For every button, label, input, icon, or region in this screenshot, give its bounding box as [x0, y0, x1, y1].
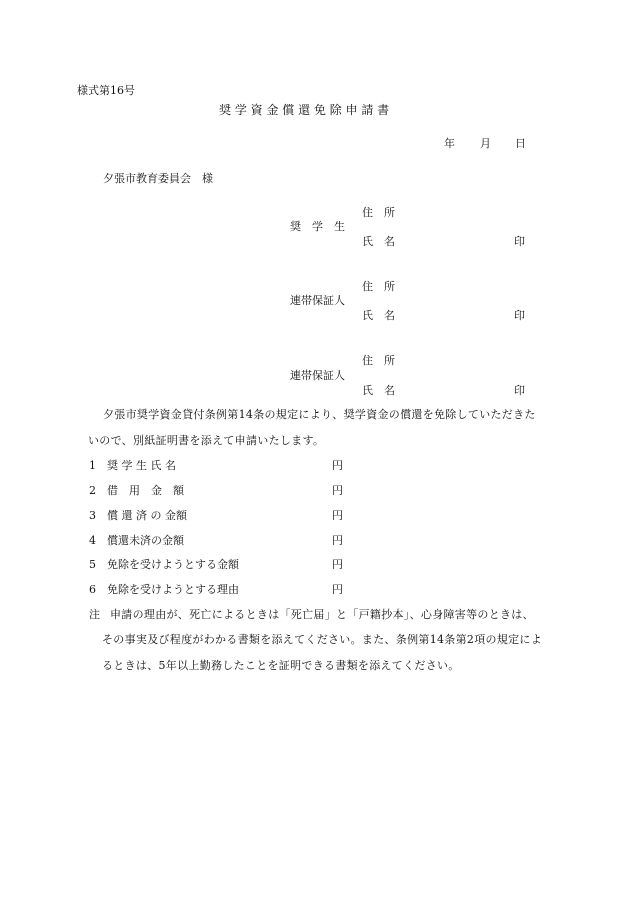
applicant-role: 奨 学 生	[290, 220, 345, 233]
form-number: 様式第16号	[77, 84, 135, 97]
guarantor2-role: 連帯保証人	[290, 369, 345, 382]
item-6-label: 免除を受けようとする理由	[107, 583, 239, 596]
item-5-label: 免除を受けようとする金額	[107, 558, 239, 571]
note-line-1: 申請の理由が、死亡によるときは「死亡届」と「戸籍抄本」、心身障害等のときは、	[110, 608, 534, 621]
item-4-number: 4	[89, 534, 96, 547]
item-3-number: 3	[89, 509, 96, 522]
document-title: 奨 学 資 金 償 還 免 除 申 請 書	[219, 103, 390, 117]
guarantor2-address-label: 住 所	[362, 354, 395, 367]
item-5-unit: 円	[332, 558, 343, 571]
guarantor2-name-label: 氏 名	[362, 384, 395, 397]
guarantor1-name-label: 氏 名	[362, 309, 395, 322]
date-month: 月	[480, 137, 491, 150]
item-3-label: 償 還 済 の 金額	[107, 509, 187, 522]
item-2-number: 2	[89, 484, 96, 497]
note-prefix: 注	[89, 608, 101, 621]
addressee: 夕張市教育委員会 様	[103, 172, 213, 185]
guarantor1-address-label: 住 所	[362, 280, 395, 293]
date-day: 日	[515, 137, 526, 150]
applicant-address-label: 住 所	[362, 206, 395, 219]
date-year: 年	[444, 137, 455, 150]
item-5-number: 5	[89, 558, 96, 571]
item-2-unit: 円	[332, 484, 343, 497]
guarantor1-role: 連帯保証人	[290, 294, 345, 307]
note-line-2: その事実及び程度がわかる書類を添えてください。また、条例第14条第2項の規定によ	[102, 633, 542, 646]
guarantor1-seal: 印	[514, 309, 525, 322]
item-2-label: 借 用 金 額	[107, 484, 184, 497]
item-4-unit: 円	[332, 534, 343, 547]
item-1-unit: 円	[332, 459, 343, 472]
item-1-number: 1	[89, 459, 96, 472]
applicant-seal: 印	[514, 235, 525, 248]
body-line-1: 夕張市奨学資金貸付条例第14条の規定により、奨学資金の償還を免除していただきた	[103, 408, 536, 421]
item-3-unit: 円	[332, 509, 343, 522]
item-1-label: 奨 学 生 氏 名	[107, 459, 176, 472]
applicant-name-label: 氏 名	[362, 235, 395, 248]
item-6-number: 6	[89, 583, 96, 596]
guarantor2-seal: 印	[514, 384, 525, 397]
note-line-3: るときは、5年以上勤務したことを証明できる書類を添えてください。	[102, 659, 460, 672]
item-6-unit: 円	[332, 583, 343, 596]
body-line-2: いので、別紙証明書を添えて申請いたします。	[88, 434, 325, 447]
item-4-label: 償還未済の金額	[107, 534, 184, 547]
